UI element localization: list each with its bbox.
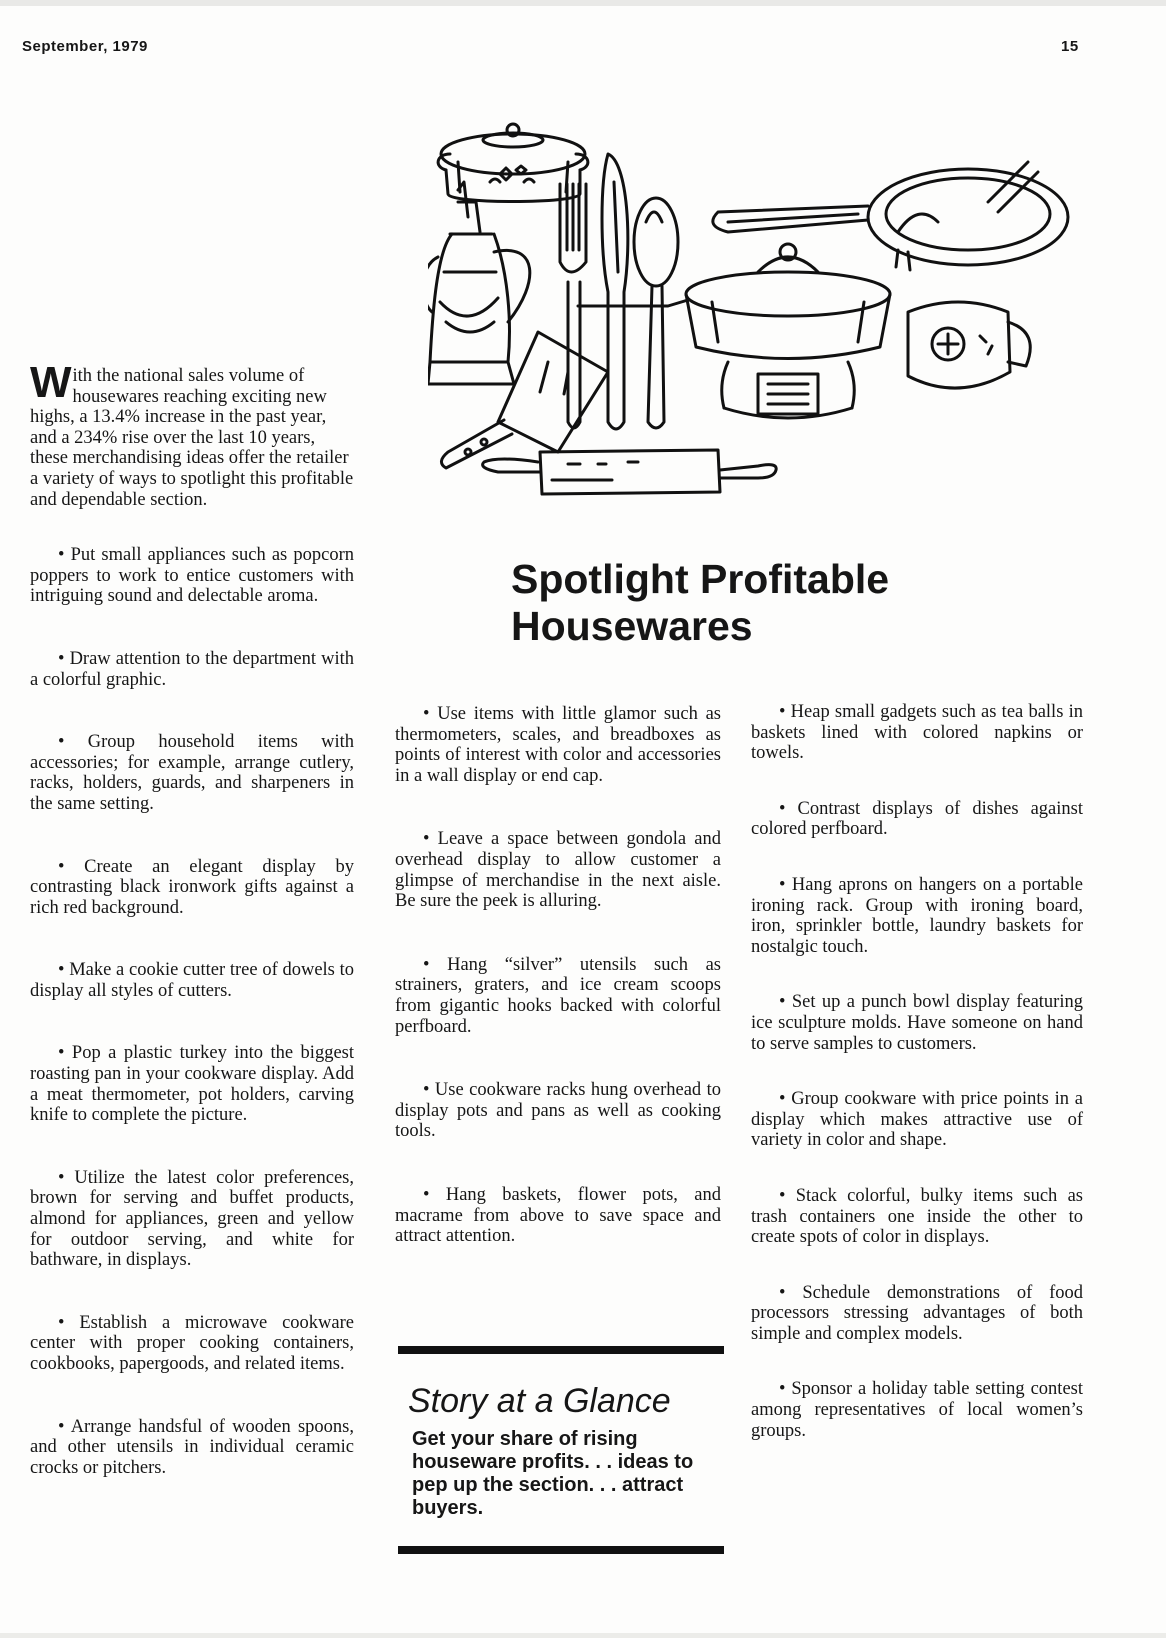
housewares-illustration-icon [428, 122, 1088, 522]
column-right [751, 702, 1083, 1476]
tip-paragraph: • Group cookware with price points in a display which makes attractive use of variety in color and shape. [751, 1089, 1083, 1151]
tip-paragraph: • Establish a microwave cookware center with proper cooking containers, cookbooks, papergoods, and related items. [30, 1312, 354, 1374]
tip-paragraph: • Use cookware racks hung overhead to display pots and pans as well as cooking tools. [395, 1080, 721, 1142]
rolling-pin-icon [483, 450, 777, 494]
article-title [511, 556, 971, 650]
tip-paragraph: • Hang baskets, flower pots, and macrame from above to save space and attract attention. [395, 1184, 721, 1247]
tip-paragraph: • Leave a space between gondola and overhead display to allow customer a glimpse of merchandise in the next aisle. Be sure the peek is alluring. [395, 829, 721, 912]
tip-paragraph: • Heap small gadgets such as tea balls in baskets lined with colored napkins or towels. [751, 702, 1083, 764]
skillet-icon [713, 162, 1068, 270]
tip-paragraph: • Make a cookie cutter tree of dowels to display all styles of cutters. [30, 960, 354, 1001]
cutlery-icon [560, 154, 678, 429]
glance-top-rule [398, 1346, 724, 1354]
intro-text: ith the national sales volume of housewares reaching exciting new highs, a 13.4% increase in the past year, and a 234% rise over the last 10 years, these merchandising ideas offer the retailer a variety of ways to spotlight this profitable and dependable section. [30, 366, 354, 510]
drop-cap: W [30, 358, 72, 407]
story-at-a-glance-box [398, 1346, 724, 1554]
casserole-pot-icon [438, 124, 588, 202]
title-line-1: Spotlight Profitable [511, 556, 890, 602]
tip-paragraph: • Create an elegant display by contrasting black ironwork gifts against a rich red background. [30, 856, 354, 918]
tip-paragraph: • Contrast displays of dishes against colored perfboard. [751, 798, 1083, 840]
page-number: 15 [1061, 38, 1079, 55]
page-bottom-edge [0, 1633, 1166, 1638]
cleaver-icon [441, 332, 608, 468]
tip-paragraph: • Group household items with accessories; for example, arrange cutlery, racks, holders, guards, and sharpeners in the same setting. [30, 732, 354, 814]
tip-paragraph: • Hang aprons on hangers on a portable ironing rack. Group with ironing board, iron, sprinkler bottle, laundry baskets for nostalgic touch. [751, 874, 1083, 957]
tip-paragraph: • Arrange handsful of wooden spoons, and other utensils in individual ceramic crocks or pitchers. [30, 1416, 354, 1478]
issue-date: September, 1979 [22, 38, 148, 55]
tip-paragraph: • Stack colorful, bulky items such as trash containers one inside the other to create spots of color in displays. [751, 1185, 1083, 1248]
tip-paragraph: • Put small appliances such as popcorn poppers to work to entice customers with intriguing sound and delectable aroma. [30, 545, 354, 607]
tip-paragraph: • Pop a plastic turkey into the biggest roasting pan in your cookware display. Add a meat thermometer, pot holders, carving knife to complete the picture. [30, 1043, 354, 1126]
tip-paragraph: • Sponsor a holiday table setting contest among representatives of local women’s groups. [751, 1379, 1083, 1441]
page-top-edge [0, 0, 1166, 6]
glance-bottom-rule [398, 1546, 724, 1554]
pitcher-icon [908, 302, 1030, 388]
tip-paragraph: • Schedule demonstrations of food processors stressing advantages of both simple and complex models. [751, 1282, 1083, 1344]
glance-summary: Get your share of rising houseware profits. . . ideas to pep up the section. . . attract buyers. [412, 1428, 694, 1519]
tip-paragraph: • Set up a punch bowl display featuring ice sculpture molds. Have someone on hand to serve samples to customers. [751, 992, 1083, 1054]
title-line-2: Housewares [511, 603, 753, 649]
intro-paragraph [30, 358, 354, 510]
tip-paragraph: • Hang “silver” utensils such as strainers, graters, and ice cream scoops from gigantic hooks backed with colorful perfboard. [395, 954, 721, 1037]
coffee-pot-icon [428, 182, 530, 384]
column-middle [395, 704, 721, 1290]
tip-paragraph: • Use items with little glamor such as thermometers, scales, and breadboxes as points of interest with color and accessories in a wall display or end cap. [395, 704, 721, 786]
glance-heading: Story at a Glance [408, 1382, 671, 1420]
column-left [30, 358, 354, 1520]
tip-paragraph: • Utilize the latest color preferences, brown for serving and buffet products, almond for appliances, green and yellow for outdoor serving, and white for bathware, in displays. [30, 1167, 354, 1271]
tip-paragraph: • Draw attention to the department with a colorful graphic. [30, 648, 354, 690]
